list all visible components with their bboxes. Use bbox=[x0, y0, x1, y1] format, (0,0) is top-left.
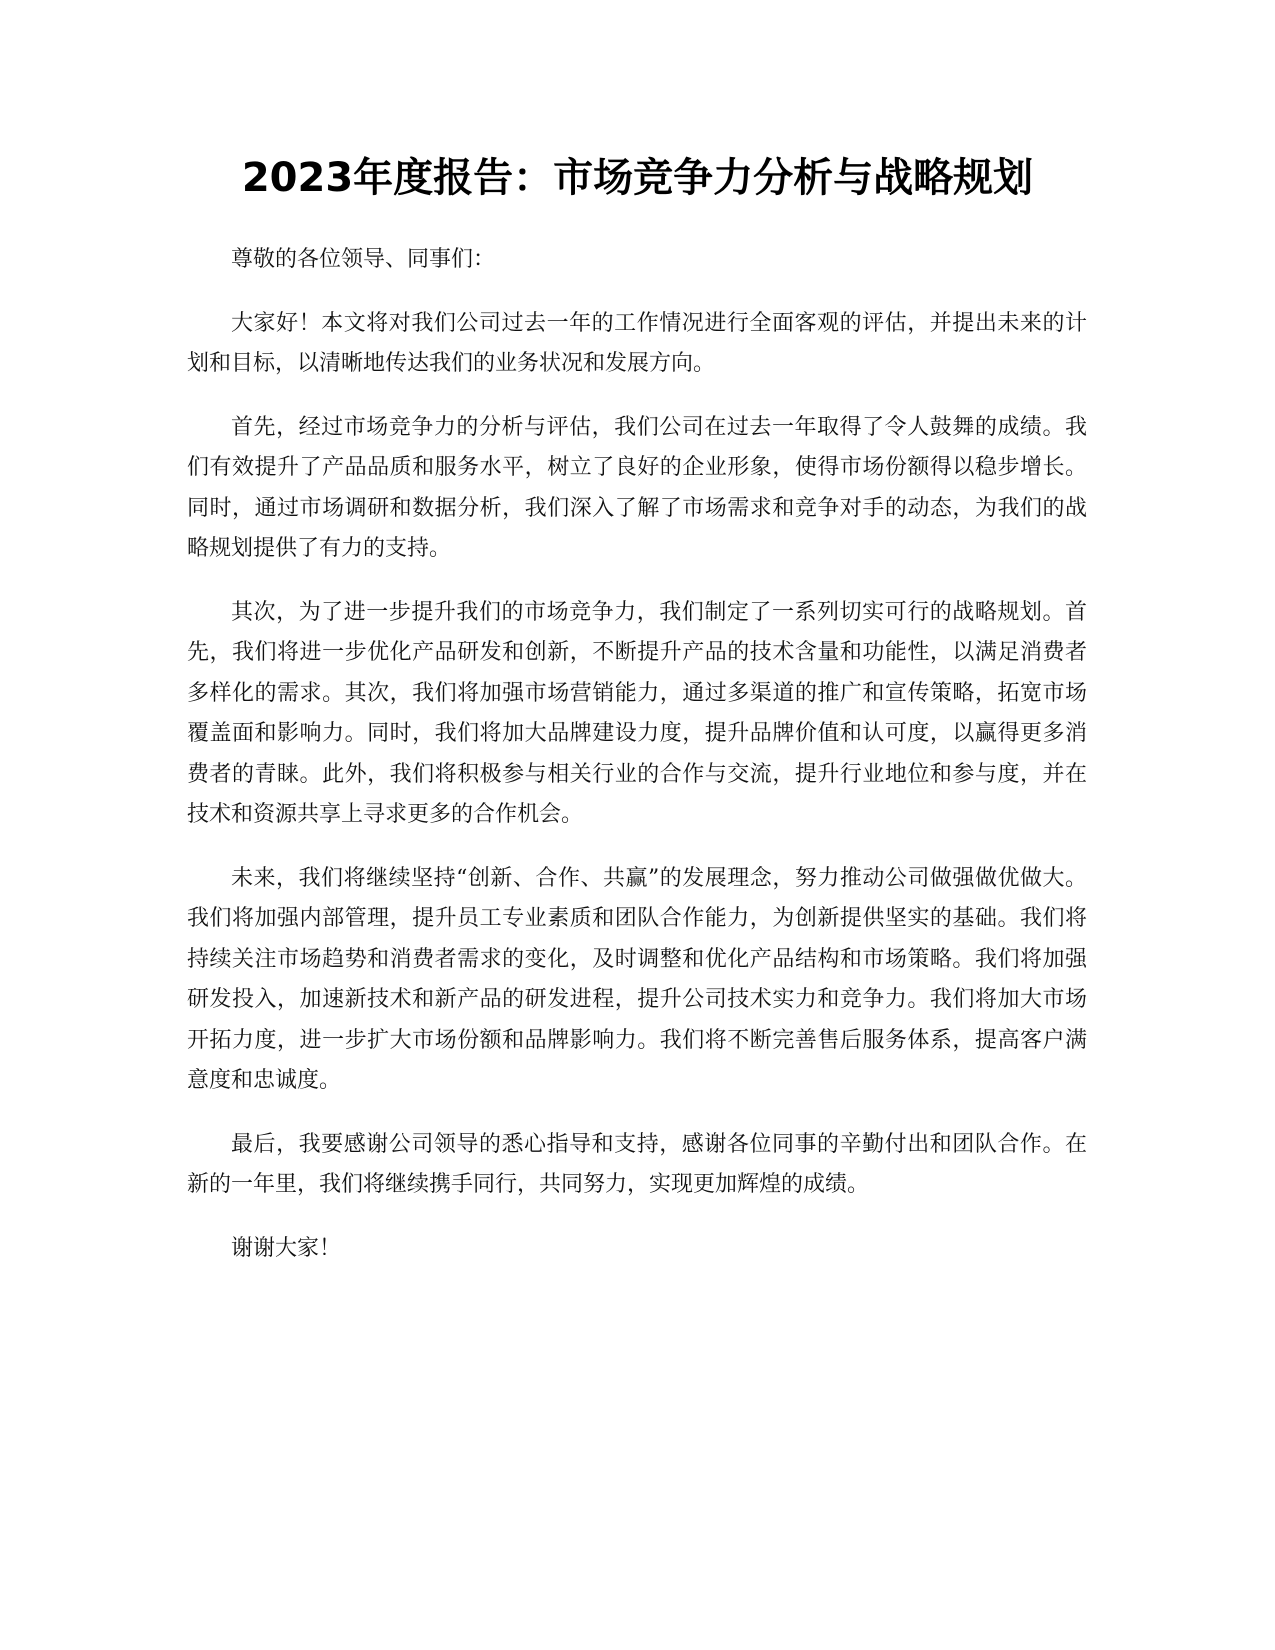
paragraph-future: 未来，我们将继续坚持“创新、合作、共赢”的发展理念，努力推动公司做强做优做大。我们将加强内部管理，提升员工专业素质和团队合作能力，为创新提供坚实的基础。我们将持续关注市场趋势和消费者需求的变化，及时调整和优化产品结构和市场策略。我们将加强研发投入，加速新技术和新产品的研发进程，提升公司技术实力和竞争力。我们将加大市场开拓力度，进一步扩大市场份额和品牌影响力。我们将不断完善售后服务体系，提高客户满意度和忠诚度。 bbox=[187, 865, 1087, 1093]
document-title: 2023年度报告：市场竞争力分析与战略规划 bbox=[241, 155, 1034, 201]
document-body bbox=[187, 240, 1087, 1292]
salutation: 尊敬的各位领导、同事们： bbox=[231, 247, 496, 272]
paragraph-first: 首先，经过市场竞争力的分析与评估，我们公司在过去一年取得了令人鼓舞的成绩。我们有效提升了产品品质和服务水平，树立了良好的企业形象，使得市场份额得以稳步增长。同时，通过市场调研和数据分析，我们深入了解了市场需求和竞争对手的动态，为我们的战略规划提供了有力的支持。 bbox=[187, 414, 1087, 561]
paragraph-second: 其次，为了进一步提升我们的市场竞争力，我们制定了一系列切实可行的战略规划。首先，我们将进一步优化产品研发和创新，不断提升产品的技术含量和功能性，以满足消费者多样化的需求。其次，我们将加强市场营销能力，通过多渠道的推广和宣传策略，拓宽市场覆盖面和影响力。同时，我们将加大品牌建设力度，提升品牌价值和认可度，以赢得更多消费者的青睐。此外，我们将积极参与相关行业的合作与交流，提升行业地位和参与度，并在技术和资源共享上寻求更多的合作机会。 bbox=[187, 599, 1087, 827]
paragraph-intro: 大家好！本文将对我们公司过去一年的工作情况进行全面客观的评估，并提出未来的计划和目标，以清晰地传达我们的业务状况和发展方向。 bbox=[187, 310, 1087, 376]
paragraph-closing: 最后，我要感谢公司领导的悉心指导和支持，感谢各位同事的辛勤付出和团队合作。在新的一年里，我们将继续携手同行，共同努力，实现更加辉煌的成绩。 bbox=[187, 1131, 1087, 1197]
thanks: 谢谢大家！ bbox=[231, 1235, 342, 1261]
